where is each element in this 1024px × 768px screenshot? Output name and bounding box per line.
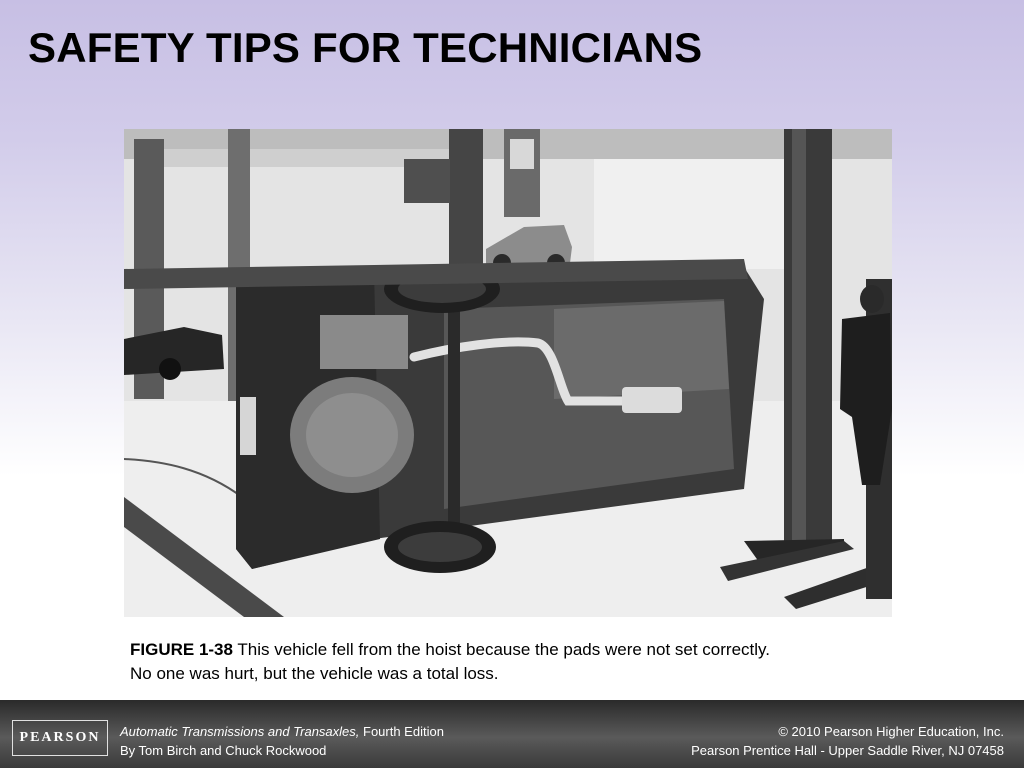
book-title: Automatic Transmissions and Transaxles,	[120, 724, 360, 739]
caption-line-1	[130, 638, 910, 662]
footer-bar	[0, 700, 1024, 768]
footer-book-info	[120, 722, 444, 760]
copyright-notice: © 2010 Pearson Higher Education, Inc.	[778, 724, 1004, 739]
publisher-address: Pearson Prentice Hall - Upper Saddle River, NJ 07458	[691, 743, 1004, 758]
book-title-line	[120, 722, 444, 741]
figure-label: FIGURE 1-38	[130, 640, 233, 659]
figure-photo	[124, 129, 892, 617]
slide-title: SAFETY TIPS FOR TECHNICIANS	[28, 24, 703, 71]
pearson-logo: PEARSON	[12, 720, 108, 756]
caption-text-1: This vehicle fell from the hoist because the pads were not set correctly.	[232, 640, 771, 659]
figure-caption	[130, 638, 910, 686]
footer-publisher-info	[691, 722, 1004, 760]
caption-line-2: No one was hurt, but the vehicle was a total loss.	[130, 664, 499, 683]
book-edition: Fourth Edition	[359, 724, 444, 739]
book-authors: By Tom Birch and Chuck Rockwood	[120, 743, 327, 758]
